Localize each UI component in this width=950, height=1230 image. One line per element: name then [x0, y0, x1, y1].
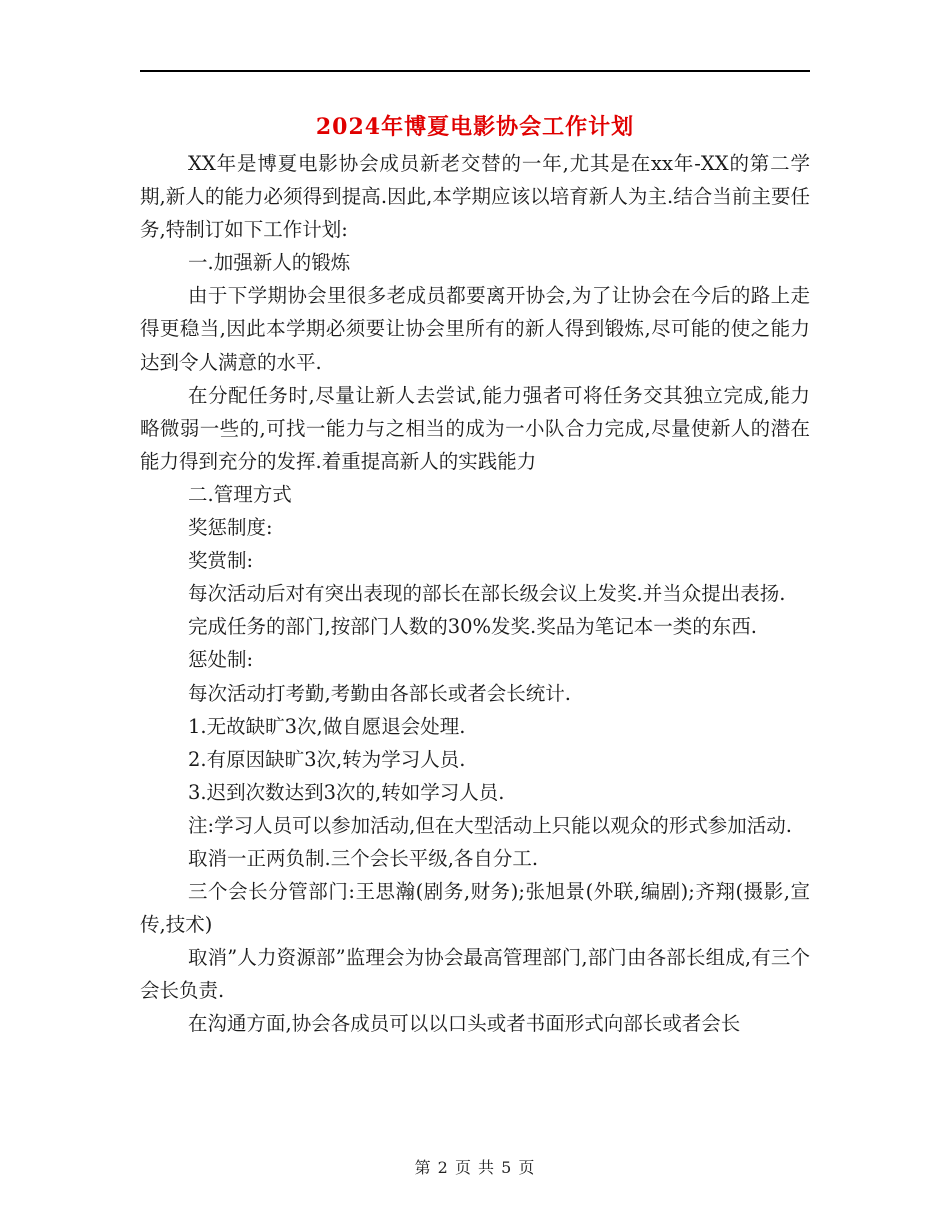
subheading-reward-punishment: 奖惩制度: [188, 516, 273, 540]
document-title: 2024年博夏电影协会工作计划 [315, 114, 635, 140]
header-rule [140, 70, 810, 72]
paragraph: 三个会长分管部门:王思瀚(剧务,财务);张旭景(外联,编剧);齐翔(摄影,宣传,技术) [140, 880, 810, 937]
section-heading-1: 一.加强新人的锻炼 [188, 251, 351, 275]
section-heading-2: 二.管理方式 [188, 482, 292, 506]
list-item: 3.迟到次数达到3次的,转如学习人员. [188, 780, 505, 804]
paragraph-intro: XX年是博夏电影协会成员新老交替的一年,尤其是在xx年-XX的第二学期,新人的能力必须得到提高.因此,本学期应该以培育新人为主.结合当前主要任务,特制订如下工作计划: [140, 152, 810, 242]
paragraph: 在分配任务时,尽量让新人去尝试,能力强者可将任务交其独立完成,能力略微弱一些的,可找一能力与之相当的成为一小队合力完成,尽量使新人的潜在能力得到充分的发挥.着重提高新人的实践能力 [140, 383, 810, 473]
paragraph: 取消一正两负制.三个会长平级,各自分工. [188, 846, 539, 870]
paragraph: 取消”人力资源部”监理会为协会最高管理部门,部门由各部长组成,有三个会长负责. [140, 946, 810, 1003]
paragraph: 由于下学期协会里很多老成员都要离开协会,为了让协会在今后的路上走得更稳当,因此本学期必须要让协会里所有的新人得到锻炼,尽可能的使之能力达到令人满意的水平. [140, 284, 810, 374]
subheading-punishment: 惩处制: [188, 648, 254, 672]
page-number: 第 2 页 共 5 页 [414, 1158, 536, 1177]
document-body [140, 147, 810, 1041]
list-item: 1.无故缺旷3次,做自愿退会处理. [188, 714, 466, 738]
note-paragraph: 注:学习人员可以参加活动,但在大型活动上只能以观众的形式参加活动. [188, 813, 792, 837]
paragraph: 每次活动打考勤,考勤由各部长或者会长统计. [188, 681, 571, 705]
paragraph: 在沟通方面,协会各成员可以以口头或者书面形式向部长或者会长 [188, 1012, 741, 1036]
list-item: 2.有原因缺旷3次,转为学习人员. [188, 747, 466, 771]
subheading-reward: 奖赏制: [188, 549, 254, 573]
paragraph: 完成任务的部门,按部门人数的30%发奖.奖品为笔记本一类的东西. [188, 615, 757, 639]
paragraph: 每次活动后对有突出表现的部长在部长级会议上发奖.并当众提出表扬. [188, 582, 786, 606]
